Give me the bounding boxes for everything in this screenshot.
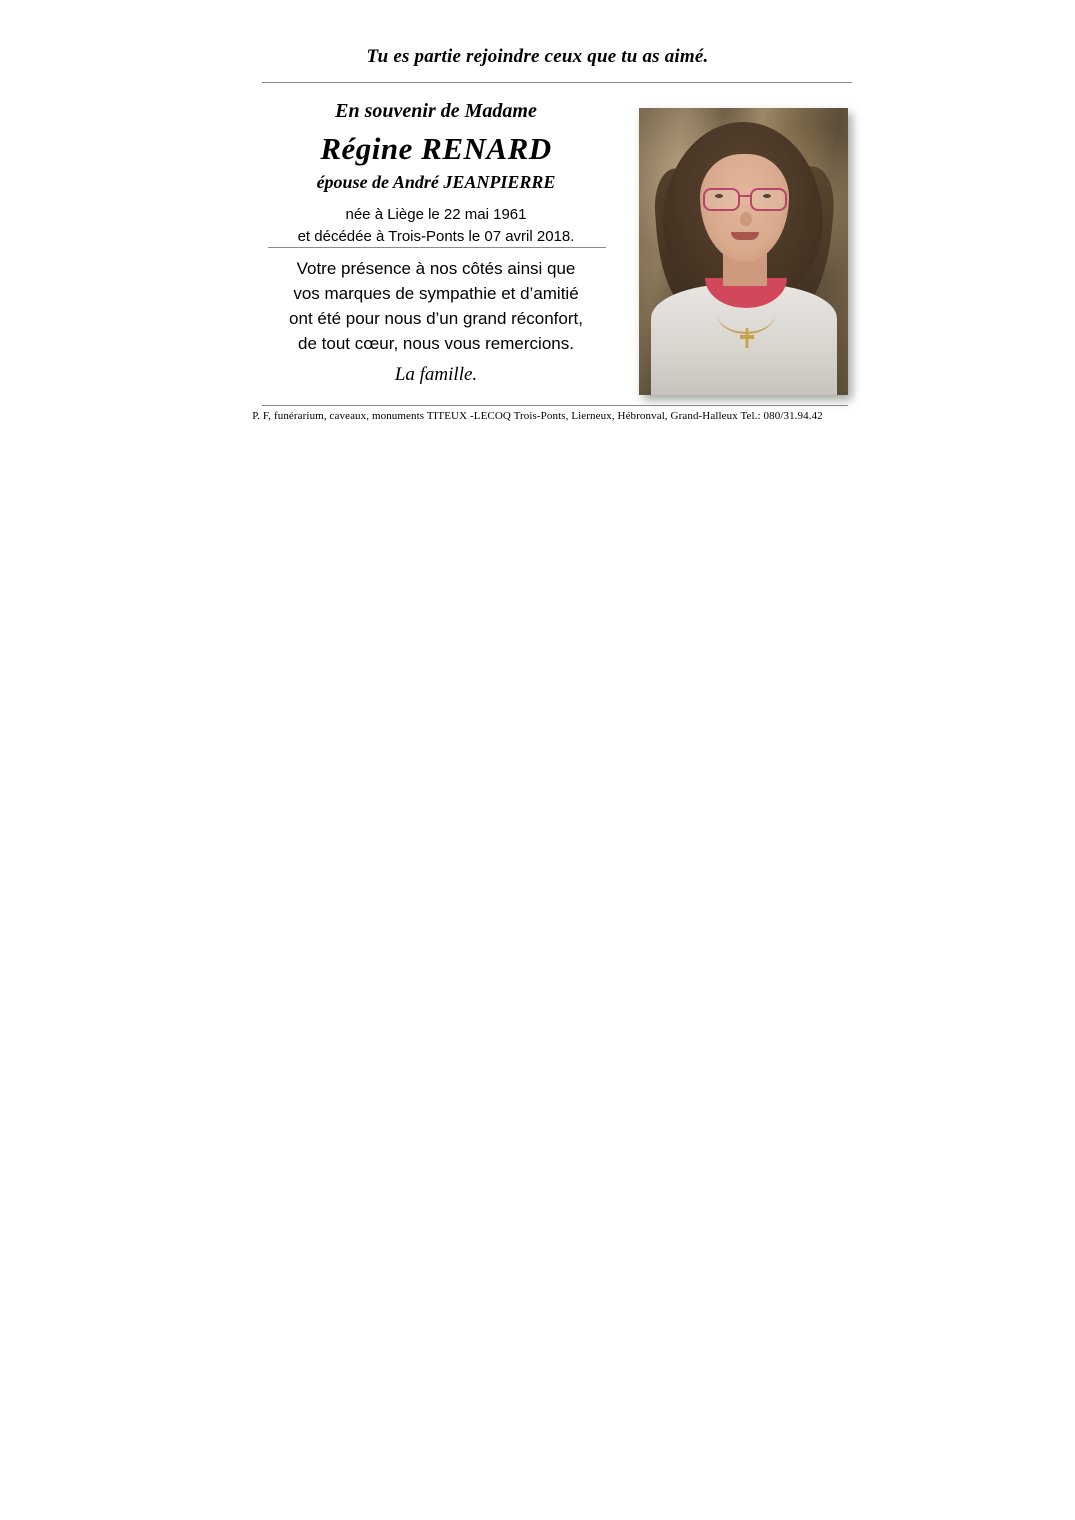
thanks-line-2: vos marques de sympathie et d’amitié xyxy=(293,284,579,303)
divider-top xyxy=(262,82,852,83)
glasses-lens-right xyxy=(750,188,787,211)
portrait-photo xyxy=(639,108,848,395)
memorial-intro: En souvenir de Madame xyxy=(335,100,537,122)
spouse-line: épouse de André JEANPIERRE xyxy=(316,172,556,192)
deceased-name: Régine RENARD xyxy=(320,131,552,166)
portrait-image xyxy=(639,108,848,395)
thanks-block xyxy=(262,256,610,356)
mouth xyxy=(731,232,759,240)
death-line: et décédée à Trois-Ponts le 07 avril 2018. xyxy=(297,228,575,245)
epigraph-text: Tu es partie rejoindre ceux que tu as aimé. xyxy=(366,46,709,67)
glasses-icon xyxy=(701,188,789,208)
memorial-text-block xyxy=(262,98,610,248)
signature-text: La famille. xyxy=(394,364,478,385)
divider-bottom xyxy=(262,405,848,406)
divider-middle xyxy=(268,247,606,248)
thanks-line-1: Votre présence à nos côtés ainsi que xyxy=(296,259,576,278)
nose xyxy=(740,212,752,226)
thanks-line-4: de tout cœur, nous vous remercions. xyxy=(298,334,574,353)
birth-line: née à Liège le 22 mai 1961 xyxy=(345,206,527,223)
thanks-line-3: ont été pour nous d’un grand réconfort, xyxy=(289,309,583,328)
glasses-lens-left xyxy=(703,188,740,211)
footer-text: P. F, funérarium, caveaux, monuments TITEUX -LECOQ Trois-Ponts, Lierneux, Hébronval, Grand-Halleux Tel.: 080/31.94.42 xyxy=(252,410,823,422)
